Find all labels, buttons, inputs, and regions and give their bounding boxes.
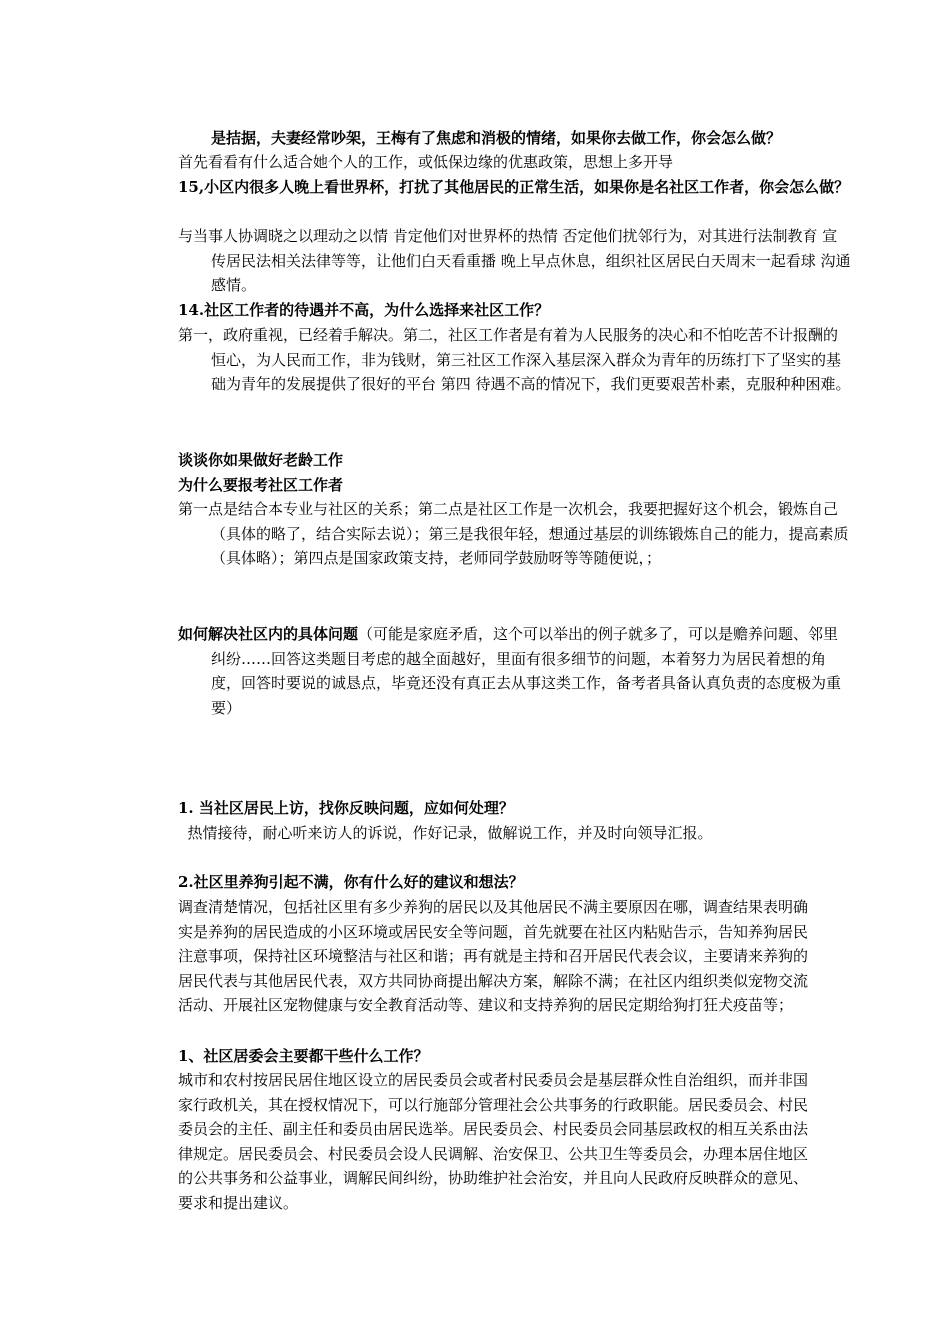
- answer-why-apply: 第一点是结合本专业与社区的关系；第二点是社区工作是一次机会，我要把握好这个机会，锻炼自己（具体的略了，结合实际去说）；第三是我很年轻，想通过基层的训练锻炼自己的能力，提高素质（具体略）；第四点是国家政策支持，老师同学鼓励呀等等随便说，；: [178, 500, 849, 567]
- question-why-apply: 为什么要报考社区工作者: [178, 476, 344, 494]
- question-solve-problems: 如何解决社区内的具体问题: [178, 625, 359, 643]
- question-2-dogs: 2.社区里养狗引起不满，你有什么好的建议和想法？: [178, 873, 524, 891]
- question-15: 15,小区内很多人晚上看世界杯，打扰了其他居民的正常生活，如果你是名社区工作者，你会怎么做？: [178, 178, 850, 196]
- answer-2-dogs: 调查清楚情况，包括社区里有多少养狗的居民以及其他居民不满主要原因在哪，调查结果表明确实是养狗的居民造成的小区环境或居民安全等问题，首先就要在社区内粘贴告示，告知养狗居民注意事项，保持社区环境整洁与社区和谐；再有就是主持和召开居民代表会议，主要请来养狗的居民代表与其他居民代表，双方共同协商提出解决方案，解除不满；在社区内组织类似宠物交流活动、开展社区宠物健康与安全教育活动等、建议和支持养狗的居民定期给狗打狂犬疫苗等；: [178, 898, 809, 1014]
- answer-intro: 首先看看有什么适合她个人的工作，或低保边缘的优惠政策，思想上多开导: [178, 153, 674, 171]
- answer-committee-work: 城市和农村按居民居住地区设立的居民委员会或者村民委员会是基层群众性自治组织，而并非国家行政机关，其在授权情况下，可以行施部分管理社会公共事务的行政职能。居民委员会、村民委员会的主任、副主任和委员由居民选举。居民委员会、村民委员会同基层政权的相互关系由法律规定。居民委员会、村民委员会设人民调解、治安保卫、公共卫生等委员会，办理本居住地区的公共事务和公益事业，调解民间纠纷，协助维护社会治安，并且向人民政府反映群众的意见、要求和提出建议。: [178, 1071, 809, 1212]
- question-14: 14.社区工作者的待遇并不高，为什么选择来社区工作？: [178, 301, 550, 319]
- question-elderly-work: 谈谈你如果做好老龄工作: [178, 451, 344, 469]
- answer-15: 与当事人协调晓之以理动之以情 肯定他们对世界杯的热情 否定他们扰邻行为，对其进行法制教育 宣传居民法相关法律等等，让他们白天看重播 晚上早点休息，组织社区居民白天周末一起看球 沟通感情。: [178, 227, 851, 294]
- question-1-petition: 1. 当社区居民上访，找你反映问题，应如何处理？: [178, 799, 514, 817]
- answer-solve-problems: （可能是家庭矛盾，这个可以举出的例子就多了，可以是赡养问题、邻里纠纷……回答这类题目考虑的越全面越好，里面有很多细节的问题，本着努力为居民着想的角度，回答时要说的诚恳点，毕竟还没有真正去从事这类工作，备考者具备认真负责的态度极为重要）: [211, 625, 842, 717]
- question-intro: 是拮据，夫妻经常吵架，王梅有了焦虑和消极的情绪，如果你去做工作，你会怎么做？: [211, 129, 782, 147]
- answer-14: 第一，政府重视，已经着手解决。第二，社区工作者是有着为人民服务的决心和不怕吃苦不计报酬的恒心，为人民而工作，非为钱财，第三社区工作深入基层深入群众为青年的历练打下了坚实的基础为青年的发展提供了很好的平台 第四 待遇不高的情况下，我们更要艰苦朴素，克服种种困难。: [178, 326, 851, 393]
- answer-1-petition: 热情接待，耐心听来访人的诉说，作好记录，做解说工作，并及时向领导汇报。: [178, 824, 713, 842]
- question-committee-work: 1、社区居委会主要都干些什么工作？: [178, 1047, 429, 1065]
- solve-problems-paragraph: [178, 622, 851, 720]
